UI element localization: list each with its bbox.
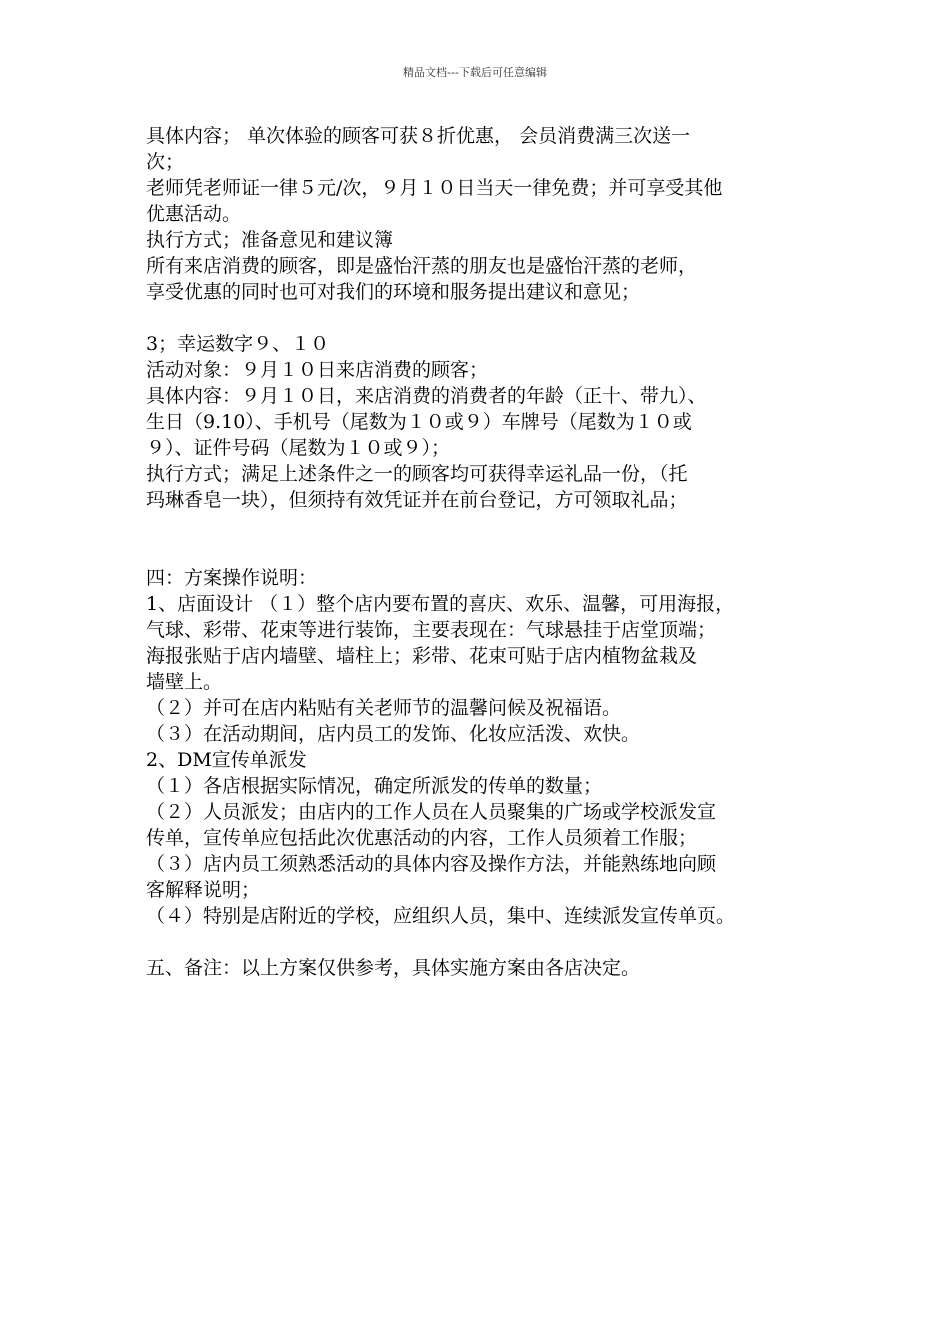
- text-line: 海报张贴于店内墙壁、墙柱上；彩带、花束可贴于店内植物盆栽及: [146, 645, 698, 667]
- text-line: （４）特别是店附近的学校，应组织人员，集中、连续派发宣传单页。: [146, 905, 736, 927]
- text-line: 具体内容； 单次体验的顾客可获８折优惠， 会员消费满三次送一: [146, 125, 691, 147]
- lucky-number-section: [146, 331, 826, 513]
- document-body: [146, 123, 826, 981]
- section-heading: 四：方案操作说明：: [146, 567, 318, 589]
- text-line: 优惠活动。: [146, 203, 242, 225]
- operation-section: [146, 565, 826, 929]
- text-line: 生日（9.10）、手机号（尾数为１０或９）车牌号（尾数为１０或: [146, 411, 692, 433]
- text-line: ９）、证件号码（尾数为１０或９）；: [146, 437, 451, 459]
- blank-line: [146, 513, 826, 565]
- text-line: （２）人员派发；由店内的工作人员在人员聚集的广场或学校派发宣: [146, 801, 717, 823]
- text-line: 气球、彩带、花束等进行装饰，主要表现在：气球悬挂于店堂顶端；: [146, 619, 717, 641]
- text-line: 具体内容：９月１０日，来店消费的消费者的年龄（正十、带九）、: [146, 385, 707, 407]
- text-line: 老师凭老师证一律５元/次，９月１０日当天一律免费；并可享受其他: [146, 177, 723, 199]
- text-line: 传单，宣传单应包括此次优惠活动的内容，工作人员须着工作服；: [146, 827, 698, 849]
- page-header: 精品文档---下载后可任意编辑: [403, 66, 547, 79]
- text-line: 活动对象：９月１０日来店消费的顾客；: [146, 359, 489, 381]
- text-line: （１）各店根据实际情况，确定所派发的传单的数量；: [146, 775, 603, 797]
- section-heading: 五、备注：以上方案仅供参考，具体实施方案由各店决定。: [146, 957, 641, 979]
- remarks-section: [146, 955, 826, 981]
- text-line: 1、店面设计 （１）整个店内要布置的喜庆、欢乐、温馨，可用海报，: [146, 593, 735, 615]
- blank-line: [146, 929, 826, 955]
- text-line: 客解释说明；: [146, 879, 261, 901]
- text-line: 玛琳香皂一块），但须持有效凭证并在前台登记，方可领取礼品；: [146, 489, 688, 511]
- text-line: 执行方式；准备意见和建议簿: [146, 229, 394, 251]
- text-line: 享受优惠的同时也可对我们的环境和服务提出建议和意见；: [146, 281, 641, 303]
- subsection-heading: 2、DM宣传单派发: [146, 749, 307, 771]
- text-line: （３）在活动期间，店内员工的发饰、化妆应活泼、欢快。: [146, 723, 641, 745]
- text-line: （２）并可在店内粘贴有关老师节的温馨问候及祝福语。: [146, 697, 622, 719]
- content-section: [146, 123, 826, 305]
- text-line: 所有来店消费的顾客，即是盛怡汗蒸的朋友也是盛怡汗蒸的老师，: [146, 255, 698, 277]
- blank-line: [146, 305, 826, 331]
- text-line: （３）店内员工须熟悉活动的具体内容及操作方法，并能熟练地向顾: [146, 853, 717, 875]
- text-line: 执行方式；满足上述条件之一的顾客均可获得幸运礼品一份，（托: [146, 463, 688, 485]
- text-line: 次；: [146, 151, 185, 173]
- text-line: 墙壁上。: [146, 671, 223, 693]
- section-heading: 3；幸运数字９、１０: [146, 333, 330, 355]
